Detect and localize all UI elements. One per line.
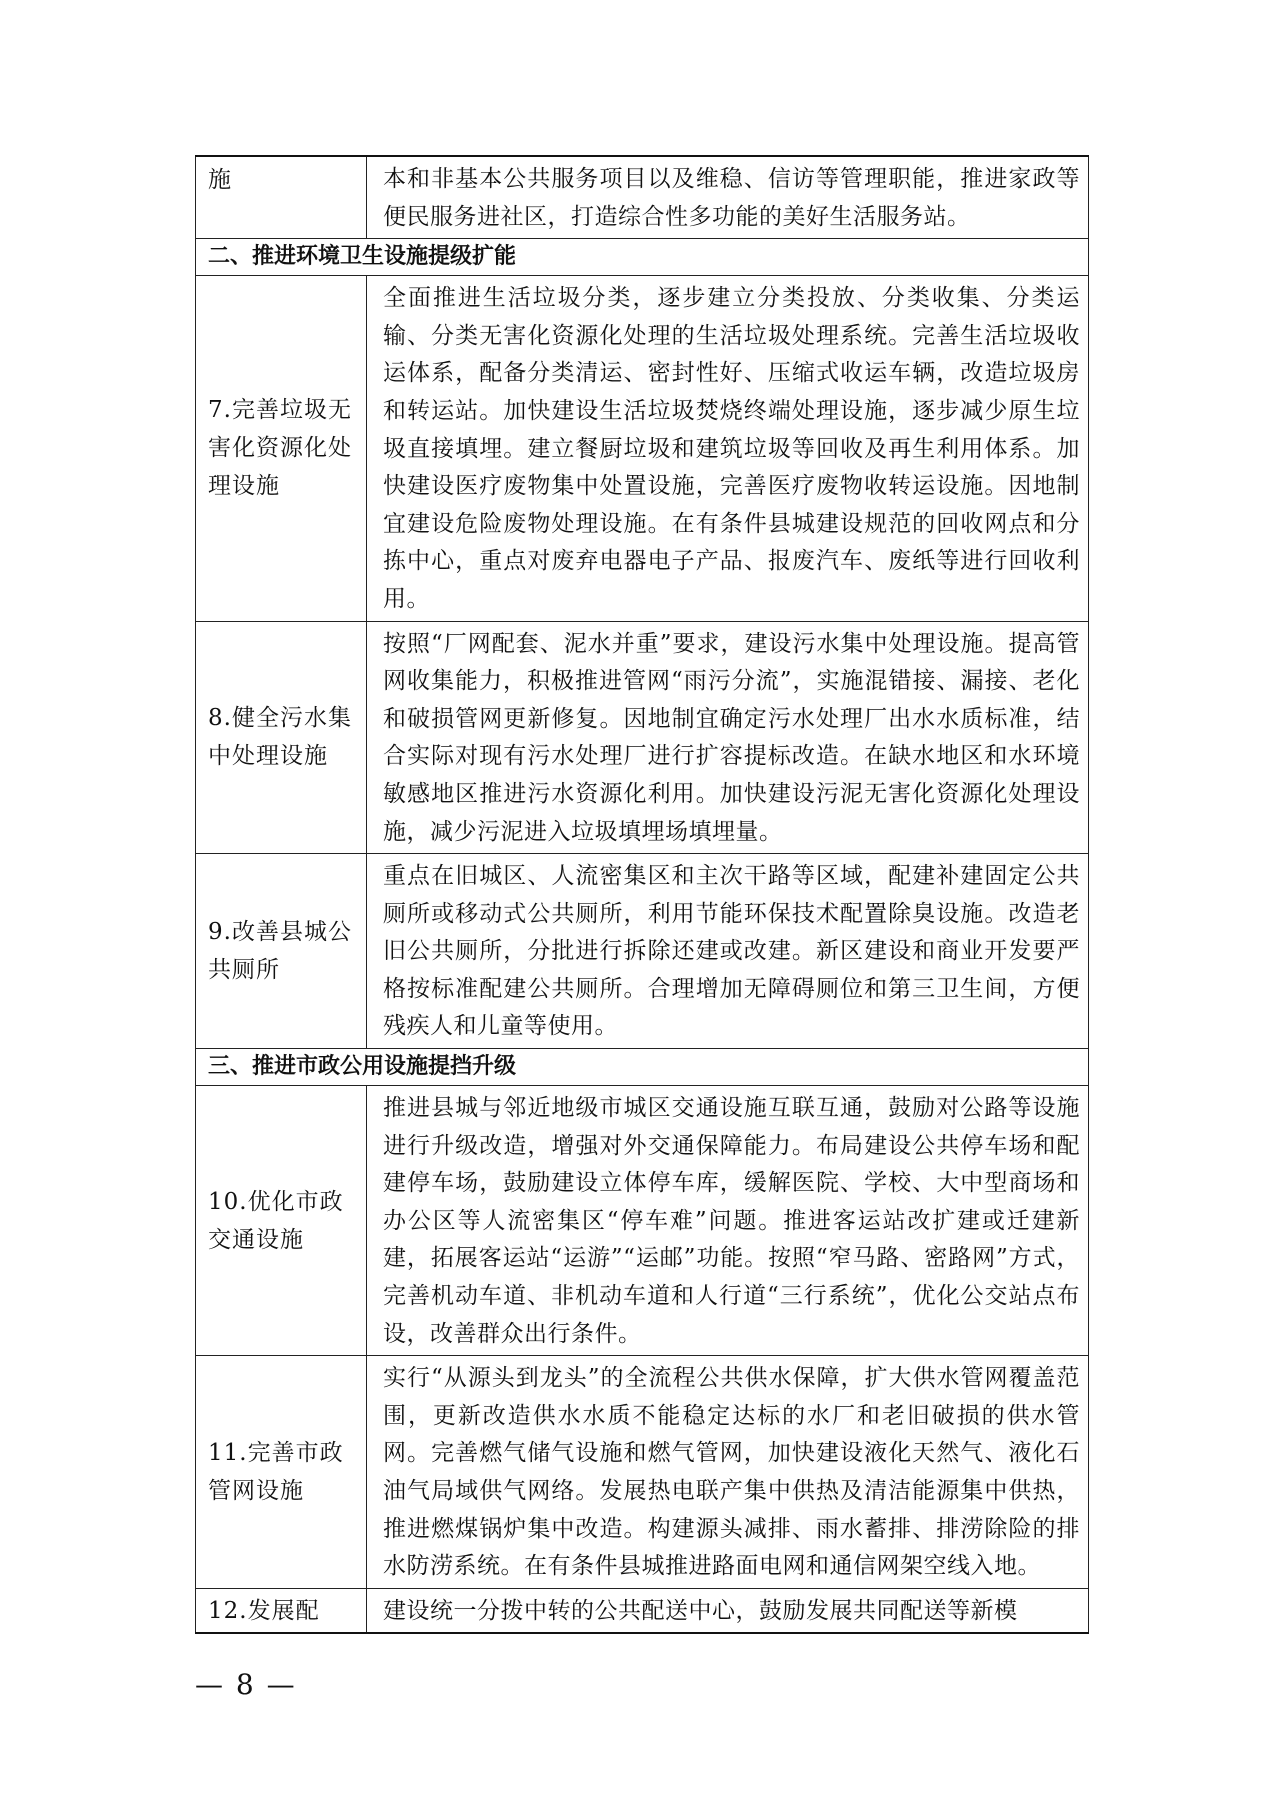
item-content: 实行“从源头到龙头”的全流程公共供水保障，扩大供水管网覆盖范围，更新改造供水水质不能稳定达标的水厂和老旧破损的供水管网。完善燃气储气设施和燃气管网，加快建设液化天然气、液化石油气局域供气网络。发展热电联产集中供热及清洁能源集中供热，推进燃煤锅炉集中改造。构建源头减排、雨水蓄排、排涝除险的排水防涝系统。在有条件县城推进路面电网和通信网架空线入地。 bbox=[367, 1356, 1089, 1589]
table-row bbox=[196, 156, 1089, 239]
item-label: 8.健全污水集中处理设施 bbox=[196, 621, 367, 854]
item-label: 12.发展配 bbox=[196, 1588, 367, 1633]
item-label: 10.优化市政交通设施 bbox=[196, 1086, 367, 1356]
item-content: 推进县城与邻近地级市城区交通设施互联互通，鼓励对公路等设施进行升级改造，增强对外交通保障能力。布局建设公共停车场和配建停车场，鼓励建设立体停车库，缓解医院、学校、大中型商场和办公区等人流密集区“停车难”问题。推进客运站改扩建或迁建新建，拓展客运站“运游”“运邮”功能。按照“窄马路、密路网”方式，完善机动车道、非机动车道和人行道“三行系统”，优化公交站点布设，改善群众出行条件。 bbox=[367, 1086, 1089, 1356]
item-label: 9.改善县城公共厕所 bbox=[196, 854, 367, 1049]
item-label: 施 bbox=[196, 156, 367, 239]
table-row bbox=[196, 854, 1089, 1049]
section-heading: 三、推进市政公用设施提挡升级 bbox=[196, 1049, 1089, 1086]
section-row bbox=[196, 239, 1089, 276]
item-label: 11.完善市政管网设施 bbox=[196, 1356, 367, 1589]
item-content: 重点在旧城区、人流密集区和主次干路等区域，配建补建固定公共厕所或移动式公共厕所，利用节能环保技术配置除臭设施。改造老旧公共厕所，分批进行拆除还建或改建。新区建设和商业开发要严格按标准配建公共厕所。合理增加无障碍厕位和第三卫生间，方便残疾人和儿童等使用。 bbox=[367, 854, 1089, 1049]
page-number: — 8 — bbox=[195, 1668, 297, 1701]
table-row bbox=[196, 621, 1089, 854]
item-content: 全面推进生活垃圾分类，逐步建立分类投放、分类收集、分类运输、分类无害化资源化处理的生活垃圾处理系统。完善生活垃圾收运体系，配备分类清运、密封性好、压缩式收运车辆，改造垃圾房和转运站。加快建设生活垃圾焚烧终端处理设施，逐步减少原生垃圾直接填埋。建立餐厨垃圾和建筑垃圾等回收及再生利用体系。加快建设医疗废物集中处置设施，完善医疗废物收转运设施。因地制宜建设危险废物处理设施。在有条件县城建设规范的回收网点和分拣中心，重点对废弃电器电子产品、报废汽车、废纸等进行回收利用。 bbox=[367, 276, 1089, 621]
table-row bbox=[196, 1356, 1089, 1589]
item-content: 按照“厂网配套、泥水并重”要求，建设污水集中处理设施。提高管网收集能力，积极推进管网“雨污分流”，实施混错接、漏接、老化和破损管网更新修复。因地制宜确定污水处理厂出水水质标准，结合实际对现有污水处理厂进行扩容提标改造。在缺水地区和水环境敏感地区推进污水资源化利用。加快建设污泥无害化资源化处理设施，减少污泥进入垃圾填埋场填埋量。 bbox=[367, 621, 1089, 854]
item-label: 7.完善垃圾无害化资源化处理设施 bbox=[196, 276, 367, 621]
item-content: 建设统一分拨中转的公共配送中心，鼓励发展共同配送等新模 bbox=[367, 1588, 1089, 1633]
measures-table bbox=[195, 155, 1089, 1634]
section-row bbox=[196, 1049, 1089, 1086]
table-row bbox=[196, 276, 1089, 621]
item-content: 本和非基本公共服务项目以及维稳、信访等管理职能，推进家政等便民服务进社区，打造综合性多功能的美好生活服务站。 bbox=[367, 156, 1089, 239]
table-row bbox=[196, 1086, 1089, 1356]
section-heading: 二、推进环境卫生设施提级扩能 bbox=[196, 239, 1089, 276]
table-row bbox=[196, 1588, 1089, 1633]
